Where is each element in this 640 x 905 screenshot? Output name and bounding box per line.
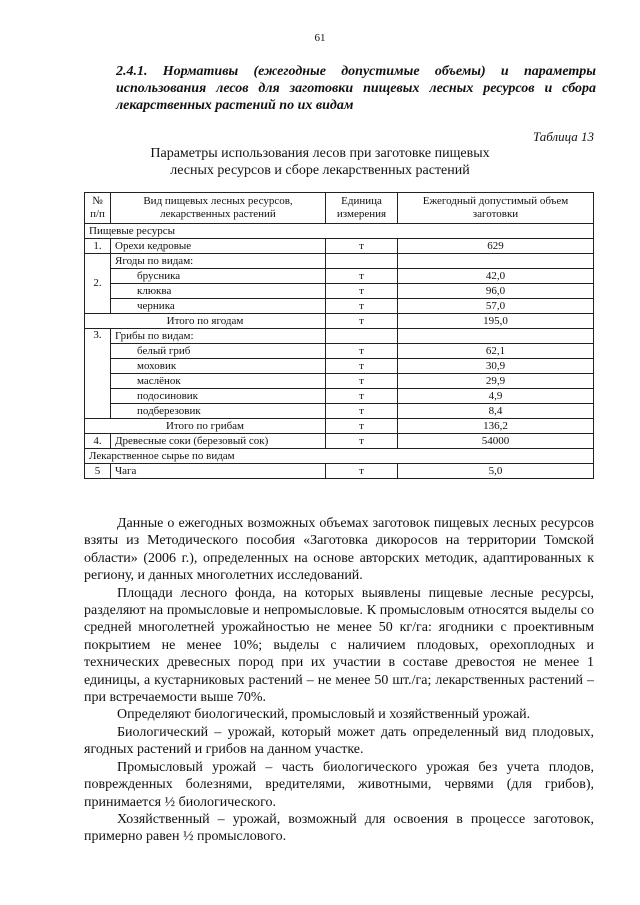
- row-num: 1.: [85, 239, 111, 254]
- row-name: подосиновик: [111, 389, 326, 404]
- group-title: Грибы по видам:: [111, 329, 326, 344]
- total-row: [85, 419, 594, 434]
- row-unit: т: [326, 359, 398, 374]
- row-name: Древесные соки (березовый сок): [111, 434, 326, 449]
- section-row-food: [85, 224, 594, 239]
- row-value: 42,0: [398, 269, 594, 284]
- row-unit: т: [326, 344, 398, 359]
- row-name: Орехи кедровые: [111, 239, 326, 254]
- table-caption-line-1: Параметры использования лесов при заготовке пищевых: [150, 146, 490, 161]
- table-row: [85, 464, 594, 479]
- row-unit: т: [326, 269, 398, 284]
- row-value: 96,0: [398, 284, 594, 299]
- total-label: Итого по грибам: [85, 419, 326, 434]
- row-unit: т: [326, 314, 398, 329]
- row-name: подберезовик: [111, 404, 326, 419]
- row-unit: т: [326, 419, 398, 434]
- row-value: 29,9: [398, 374, 594, 389]
- row-name: белый гриб: [111, 344, 326, 359]
- total-value: 195,0: [398, 314, 594, 329]
- row-name: маслёнок: [111, 374, 326, 389]
- row-num: 4.: [85, 434, 111, 449]
- row-unit: т: [326, 284, 398, 299]
- table-row: [85, 344, 594, 359]
- table-row: [85, 359, 594, 374]
- row-value: 54000: [398, 434, 594, 449]
- row-unit: т: [326, 434, 398, 449]
- table-row: [85, 374, 594, 389]
- row-name: моховик: [111, 359, 326, 374]
- paragraph: Данные о ежегодных возможных объемах заготовок пищевых лесных ресурсов взяты из Методического пособия «Заготовка дикоросов на территории Томской области» (2006 г.), определенных на основе авторских методик, адаптированных к региону, и данных многолетних исследований.: [84, 516, 594, 584]
- header-num: № п/п: [85, 193, 111, 224]
- table-row: [85, 329, 594, 344]
- paragraph: Промысловый урожай – часть биологического урожая без учета плодов, поврежденных болезнями, вредителями, животными, червями (для грибов), принимается ½ биологического.: [84, 759, 594, 810]
- row-name: черника: [111, 299, 326, 314]
- row-num: 5: [85, 464, 111, 479]
- row-value: 57,0: [398, 299, 594, 314]
- row-value: 4,9: [398, 389, 594, 404]
- section-medicinal: Лекарственное сырье по видам: [85, 449, 594, 464]
- section-food: Пищевые ресурсы: [85, 224, 594, 239]
- row-value: 629: [398, 239, 594, 254]
- row-unit: т: [326, 464, 398, 479]
- row-unit: т: [326, 239, 398, 254]
- paragraph: Определяют биологический, промысловый и хозяйственный урожай.: [117, 707, 531, 723]
- row-unit: т: [326, 404, 398, 419]
- paragraph: Площади лесного фонда, на которых выявлены пищевые лесные ресурсы, разделяют на промысловые и непромысловые. К промысловым относятся выделы со средней многолетней урожайностью не менее 50 кг/га: ягодники с проективным покрытием не менее 10%; выделы с наличием плодовых, орехоплодных и технических древесных пород при их участии в составе древостоя не менее 1 единицы, а кустарниковых растений – не менее 50 шт./га; лекарственных растений – при встречаемости выше 70%.: [84, 585, 594, 706]
- row-unit: т: [326, 389, 398, 404]
- header-kind: Вид пищевых лесных ресурсов, лекарственных растений: [111, 193, 326, 224]
- paragraph: Хозяйственный – урожай, возможный для освоения в процессе заготовок, примерно равен ½ промыслового.: [84, 811, 594, 845]
- section-row-medicinal: [85, 449, 594, 464]
- paragraph: Биологический – урожай, который может дать определенный вид плодовых, ягодных растений и грибов на данном участке.: [84, 724, 594, 758]
- table-row: [85, 239, 594, 254]
- header-volume: Ежегодный допустимый объем заготовки: [398, 193, 594, 224]
- table-row: [85, 284, 594, 299]
- row-value: 62,1: [398, 344, 594, 359]
- row-value: 5,0: [398, 464, 594, 479]
- total-row: [85, 314, 594, 329]
- section-heading: 2.4.1. Нормативы (ежегодные допустимые объемы) и параметры использования лесов для заготовки пищевых лесных ресурсов и сбора лекарственных растений по их видам: [116, 64, 596, 113]
- row-name: Чага: [111, 464, 326, 479]
- page-number: 61: [314, 32, 326, 44]
- table-caption-line-2: лесных ресурсов и сборе лекарственных растений: [170, 163, 470, 178]
- table-label: Таблица 13: [532, 129, 594, 144]
- table-row: [85, 254, 594, 269]
- total-label: Итого по ягодам: [85, 314, 326, 329]
- table-row: [85, 404, 594, 419]
- table-header-row: [85, 193, 594, 224]
- table-caption: [0, 145, 640, 179]
- row-name: клюква: [111, 284, 326, 299]
- row-name: брусника: [111, 269, 326, 284]
- table-row: [85, 389, 594, 404]
- body-text: [84, 515, 594, 846]
- resources-table: [84, 192, 594, 479]
- table-row: [85, 434, 594, 449]
- total-value: 136,2: [398, 419, 594, 434]
- row-num: 3.: [85, 329, 111, 419]
- row-unit: т: [326, 374, 398, 389]
- header-unit: Единица измерения: [326, 193, 398, 224]
- table-row: [85, 299, 594, 314]
- row-unit: т: [326, 299, 398, 314]
- table-row: [85, 269, 594, 284]
- row-num: 2.: [85, 254, 111, 314]
- row-value: 30,9: [398, 359, 594, 374]
- group-title: Ягоды по видам:: [111, 254, 326, 269]
- row-value: 8,4: [398, 404, 594, 419]
